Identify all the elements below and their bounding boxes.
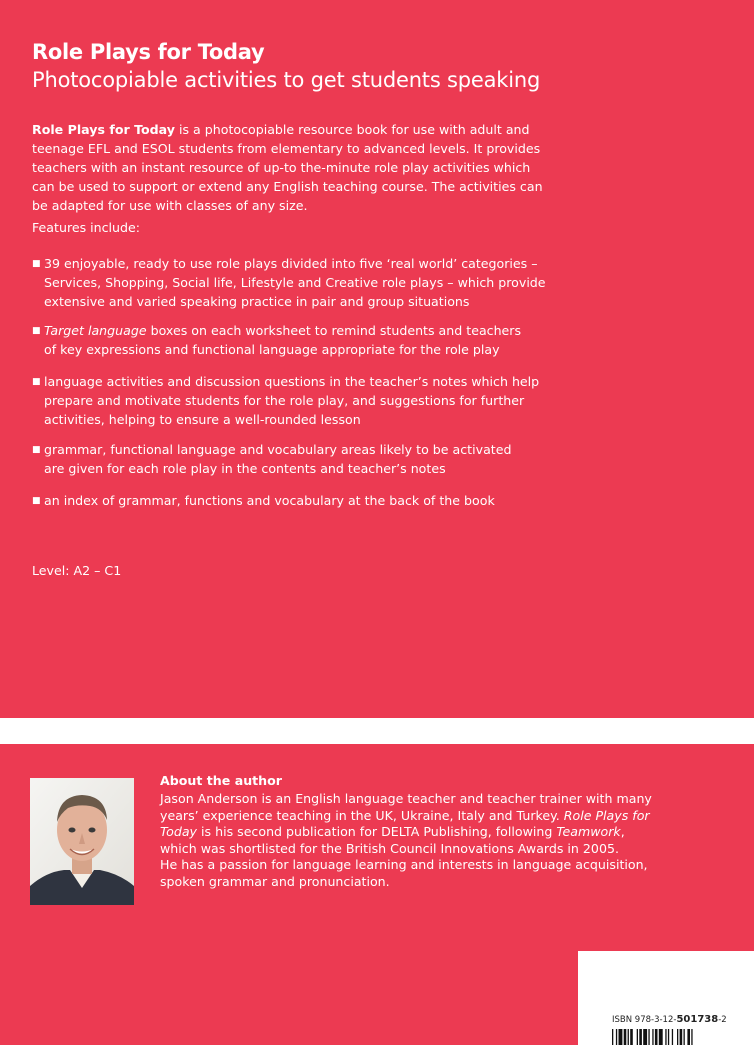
feature-item: ■ an index of grammar, functions and vocabulary at the back of the book	[32, 491, 752, 511]
bullet-icon: ■	[32, 326, 41, 336]
bullet-icon: ■	[32, 445, 41, 455]
feature-item: ■ grammar, functional language and vocabulary areas likely to be activated are given for each role play in the contents and teacher’s notes	[32, 442, 512, 476]
bullet-icon: ■	[32, 377, 41, 387]
intro-paragraph: Role Plays for Today is a photocopiable resource book for use with adult and teenage EFL and ESOL students from elementary to advanced levels. It provides teachers with an instant resource of up-to the-minute role play activities which can be used to support or extend any English teaching course. The activities can be adapted for use with classes of any size.	[32, 122, 543, 213]
bullet-icon: ■	[32, 496, 41, 506]
features-label: Features include:	[32, 220, 141, 235]
author-bio: Jason Anderson is an English language teacher and teacher trainer with many years’ experience teaching in the UK, Ukraine, Italy and Turkey. Role Plays for Today is his second publication for DELTA Publishing, following Teamwork, which was shortlisted for the British Council Innovations Awards in 2005. He has a passion for language learning and interests in language acquisition, spoken grammar and pronunciation.	[160, 791, 652, 889]
barcode-icon	[612, 1029, 752, 1045]
about-author-heading: About the author	[160, 773, 283, 788]
level-text: Level: A2 – C1	[32, 563, 122, 578]
author-portrait-icon	[30, 778, 134, 905]
white-divider-band	[0, 718, 754, 744]
intro-bold-lead: Role Plays for Today	[32, 122, 175, 137]
author-photo	[30, 778, 134, 905]
book-subtitle: Photocopiable activities to get students speaking	[32, 68, 541, 92]
book-title: Role Plays for Today	[32, 40, 265, 64]
feature-item: ■ language activities and discussion questions in the teacher’s notes which help prepare and motivate students for the role play, and suggestions for further activities, helping to ensure a well-rounded lesson	[32, 374, 540, 427]
isbn-box	[578, 951, 754, 1045]
bullet-icon: ■	[32, 259, 41, 269]
isbn-text: ISBN 978-3-12-501738-2	[612, 1014, 727, 1025]
feature-item: ■ 39 enjoyable, ready to use role plays divided into five ‘real world’ categories – Services, Shopping, Social life, Lifestyle and Creative role plays – which provide extensive and varied speaking practice in pair and group situations	[32, 256, 546, 309]
feature-item: ■ Target language boxes on each worksheet to remind students and teachers of key expressions and functional language appropriate for the role play	[32, 323, 522, 357]
